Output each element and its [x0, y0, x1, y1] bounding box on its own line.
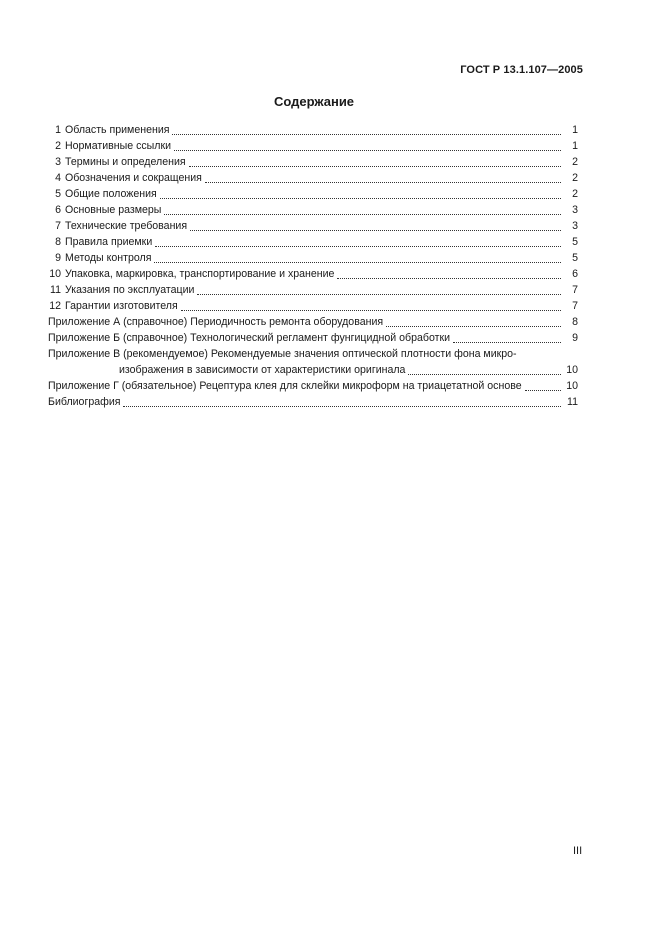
dot-leader: [197, 286, 561, 295]
toc-entry-number: 6: [55, 204, 61, 216]
toc-appendix-a[interactable]: [48, 314, 578, 330]
toc-entry-page: 2: [572, 156, 578, 168]
toc-appendix-label-continued: изображения в зависимости от характеристики оригинала: [119, 364, 406, 376]
toc-entry-number: 5: [55, 188, 61, 200]
dot-leader: [181, 302, 561, 311]
dot-leader: [189, 158, 561, 167]
toc-entry-label: Указания по эксплуатации: [65, 284, 195, 296]
dot-leader: [155, 238, 561, 247]
toc-bibliography[interactable]: [48, 394, 578, 410]
toc-entry-page: 7: [572, 300, 578, 312]
dot-leader: [164, 206, 561, 215]
toc-entry-number: 9: [55, 252, 61, 264]
toc-entry-page: 2: [572, 172, 578, 184]
toc-entry-3[interactable]: [48, 154, 578, 170]
toc-appendix-b[interactable]: [48, 330, 578, 346]
toc-entry-label: Основные размеры: [65, 204, 162, 216]
toc-entry-number: 1: [55, 124, 61, 136]
toc-entry-number: 10: [49, 268, 61, 280]
toc-entry-page: 1: [572, 124, 578, 136]
toc-entry-9[interactable]: [48, 250, 578, 266]
toc-entry-page: 10: [566, 364, 578, 376]
toc-entry-page: 5: [572, 236, 578, 248]
toc-entry-label: Упаковка, маркировка, транспортирование и хранение: [65, 268, 335, 280]
dot-leader: [205, 174, 561, 183]
toc-entry-page: 7: [572, 284, 578, 296]
dot-leader: [408, 366, 561, 375]
dot-leader: [154, 254, 561, 263]
toc-entry-number: 2: [55, 140, 61, 152]
toc-bibliography-label: Библиография: [48, 396, 121, 408]
toc-appendix-v[interactable]: [48, 346, 578, 378]
toc-entry-page: 6: [572, 268, 578, 280]
dot-leader: [172, 126, 561, 135]
toc-entry-label: Гарантии изготовителя: [65, 300, 178, 312]
toc-entry-number: 8: [55, 236, 61, 248]
table-of-contents: [48, 122, 578, 410]
document-code-header: ГОСТ Р 13.1.107—2005: [460, 64, 583, 76]
toc-entry-number: 7: [55, 220, 61, 232]
toc-entry-page: 1: [572, 140, 578, 152]
toc-entry-4[interactable]: [48, 170, 578, 186]
toc-entry-page: 8: [572, 316, 578, 328]
page-number: III: [573, 845, 583, 857]
toc-entry-2[interactable]: [48, 138, 578, 154]
toc-entry-number: 11: [50, 284, 61, 296]
toc-entry-label: Технические требования: [65, 220, 188, 232]
toc-appendix-label: Приложение Г (обязательное) Рецептура клея для склейки микроформ на триацетатной основе: [48, 380, 522, 392]
toc-entry-label: Обозначения и сокращения: [65, 172, 202, 184]
toc-entry-page: 10: [566, 380, 578, 392]
toc-entry-7[interactable]: [48, 218, 578, 234]
toc-entry-page: 11: [567, 396, 578, 408]
toc-appendix-label: Приложение В (рекомендуемое) Рекомендуемые значения оптической плотности фона микро-: [48, 348, 517, 360]
dot-leader: [386, 318, 561, 327]
toc-appendix-label: Приложение Б (справочное) Технологический регламент фунгицидной обработки: [48, 332, 451, 344]
toc-entry-label: Общие положения: [65, 188, 157, 200]
toc-appendix-g[interactable]: [48, 378, 578, 394]
toc-entry-8[interactable]: [48, 234, 578, 250]
dot-leader: [160, 190, 561, 199]
toc-entry-label: Область применения: [65, 124, 170, 136]
dot-leader: [453, 334, 561, 343]
toc-entry-number: 12: [49, 300, 61, 312]
page-title: Содержание: [273, 94, 355, 109]
toc-entry-label: Нормативные ссылки: [65, 140, 172, 152]
toc-entry-number: 3: [55, 156, 61, 168]
dot-leader: [174, 142, 561, 151]
toc-appendix-label: Приложение А (справочное) Периодичность ремонта оборудования: [48, 316, 384, 328]
toc-entry-page: 3: [572, 220, 578, 232]
toc-entry-label: Термины и определения: [65, 156, 186, 168]
toc-entry-number: 4: [55, 172, 61, 184]
dot-leader: [190, 222, 561, 231]
toc-entry-12[interactable]: [48, 298, 578, 314]
toc-entry-5[interactable]: [48, 186, 578, 202]
dot-leader: [337, 270, 561, 279]
toc-entry-page: 2: [572, 188, 578, 200]
toc-entry-6[interactable]: [48, 202, 578, 218]
toc-entry-label: Методы контроля: [65, 252, 152, 264]
toc-entry-page: 5: [572, 252, 578, 264]
dot-leader: [525, 382, 561, 391]
toc-entry-11[interactable]: [48, 282, 578, 298]
toc-entry-1[interactable]: [48, 122, 578, 138]
toc-entry-label: Правила приемки: [65, 236, 153, 248]
dot-leader: [123, 398, 561, 407]
toc-entry-10[interactable]: [48, 266, 578, 282]
toc-entry-page: 9: [572, 332, 578, 344]
toc-entry-page: 3: [572, 204, 578, 216]
